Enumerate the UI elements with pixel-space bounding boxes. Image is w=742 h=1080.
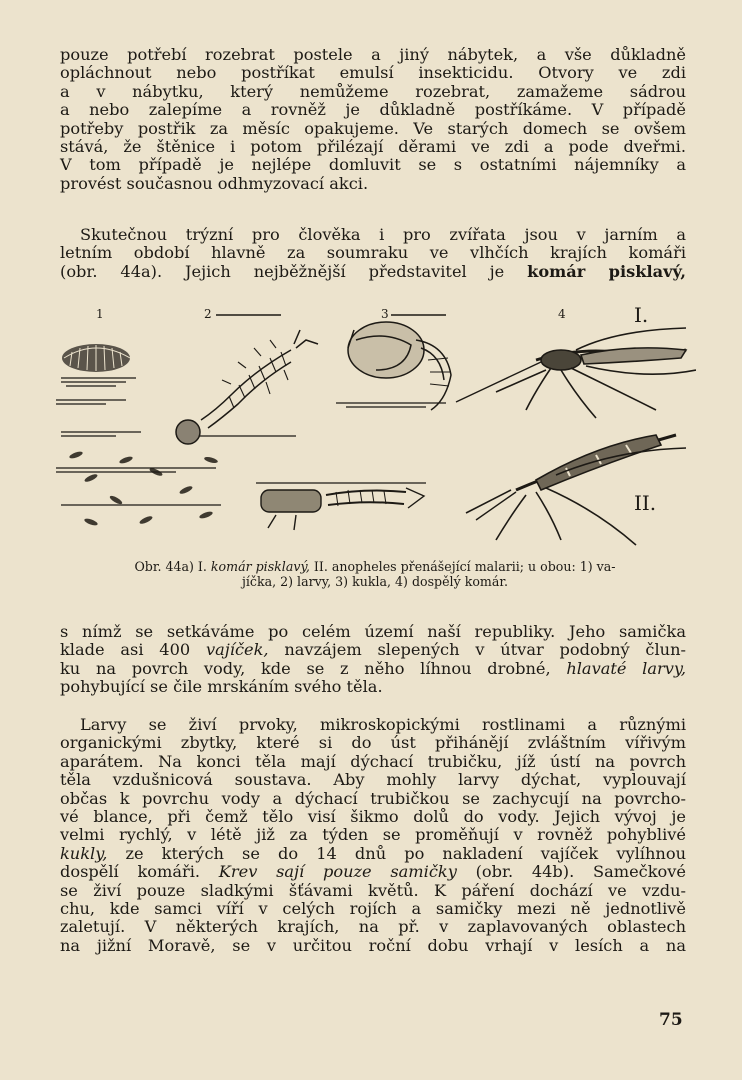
adult-culex-illustration: [456, 328, 696, 418]
label-roman-1: I.: [634, 303, 649, 327]
label-roman-2: II.: [634, 491, 657, 515]
text-line: těla vzdušnicová soustava. Aby mohly larvy dýchat, vyplouvají: [60, 770, 686, 790]
species-name-bold: komár pisklavý,: [527, 261, 686, 281]
adult-anopheles-illustration: [466, 435, 686, 545]
figure-caption: [60, 559, 690, 589]
text-line: a v nábytku, který nemůžeme rozebrat, zamažeme sádrou: [60, 81, 686, 101]
text-line: pohybující se čile mrskáním svého těla.: [60, 677, 383, 697]
label-1: 1: [96, 307, 104, 321]
text-line: s nímž se setkáváme po celém území naší republiky. Jeho samička: [60, 622, 686, 641]
paragraph-larvae-biology: [60, 716, 686, 955]
text-run: ku na povrch vody, kde se z něho líhnou drobné,: [60, 658, 567, 678]
text-line: stává, že štěnice i potom přilézají děrami ve zdi a pode dveřmi.: [60, 137, 686, 157]
text-line: velmi rychlý, v létě již za týden se proměňují v rovněž pohyblivé: [60, 825, 686, 845]
italic-term: hlavaté larvy,: [566, 658, 687, 678]
label-4: 4: [558, 307, 566, 321]
text-run: klade asi 400: [60, 640, 206, 660]
label-3: 3: [381, 307, 389, 321]
mosquito-lifecycle-figure: [56, 300, 696, 550]
text-line: [60, 641, 686, 659]
text-line: se živí pouze sladkými šťávami květů. K páření dochází ve vzdu-: [60, 880, 686, 900]
text-run: ze kterých se do 14 dnů po nakladení vajíček vylíhnou: [107, 843, 686, 863]
text-line: [60, 660, 686, 678]
anopheles-eggs-illustration: [69, 450, 219, 526]
text-line: zaletují. V některých krajích, na př. v zaplavovaných oblastech: [60, 917, 686, 937]
paragraph-mosquito-intro: [60, 226, 686, 281]
text-run: (obr. 44b). Samečkové: [456, 862, 686, 882]
text-line: a nebo zalepíme a rovněž je důkladně postříkáme. V případě: [60, 100, 686, 120]
caption-line: [60, 559, 690, 574]
italic-term: kukly,: [60, 843, 108, 863]
text-line: vé blance, při čemž tělo visí šikmo dolů do vody. Jejich vývoj je: [60, 807, 686, 827]
text-line: na jižní Moravě, se v určitou roční dobu vrhají v lesích a na: [60, 935, 686, 955]
caption-line: jíčka, 2) larvy, 3) kukla, 4) dospělý komár.: [241, 574, 509, 589]
caption-species-italic: komár pisklavý,: [210, 559, 310, 574]
italic-term: Krev sají pouze samičky: [218, 862, 457, 882]
italic-term: vajíček,: [205, 640, 269, 660]
text-line: [60, 263, 686, 281]
water-surface-lines: [56, 400, 446, 436]
caption-rest: II. anopheles přenášející malarii; u obou: 1) va-: [309, 559, 616, 574]
larva-illustration: [176, 330, 318, 444]
label-2: 2: [204, 307, 212, 321]
text-line: potřeby postřik za měsíc opakujeme. Ve starých domech se ovšem: [60, 118, 686, 138]
text-line: letním období hlavně za soumraku ve vlhčích krajích komáři: [60, 243, 686, 263]
text-run: dospělí komáři.: [60, 862, 219, 882]
text-line: Larvy se živí prvoky, mikroskopickými rostlinami a různými: [80, 715, 686, 734]
text-line: pouze potřebí rozebrat postele a jiný nábytek, a vše důkladně: [60, 45, 686, 64]
text-line: [60, 845, 686, 863]
text-line: chu, kde samci víří v celých rojích a samičky mezi ně jednotlivě: [60, 899, 686, 919]
text-run: navzájem slepených v útvar podobný člun-: [268, 640, 686, 660]
text-line: aparátem. Na konci těla mají dýchací trubičku, jíž ústí na povrch: [60, 751, 686, 771]
text-line: organickými zbytky, které si do úst přihánějí zvláštním vířivým: [60, 733, 686, 753]
pupa-illustration: [348, 322, 451, 410]
paragraph-culex-description: [60, 623, 686, 697]
text-line: opláchnout nebo postříkat emulsí insekticidu. Otvory ve zdi: [60, 63, 686, 83]
caption-prefix: Obr. 44a) I.: [134, 559, 211, 574]
text-line: V tom případě je nejlépe domluvit se s ostatními nájemníky a: [60, 155, 686, 175]
egg-raft-illustration: [61, 344, 136, 386]
anopheles-larva-pupa-illustration: [261, 488, 424, 530]
text-run: (obr. 44a). Jejich nejběžnější představitel je: [60, 261, 528, 281]
text-line: provést současnou odhmyzovací akci.: [60, 173, 369, 193]
text-line: [60, 863, 686, 881]
text-line: občas k povrchu vody a dýchací trubičkou se zachycují na povrcho-: [60, 788, 686, 808]
paragraph-bedbug-instructions: [60, 46, 686, 193]
page-number: 75: [659, 1010, 683, 1030]
text-line: Skutečnou trýzní pro člověka i pro zvířata jsou v jarním a: [80, 225, 686, 244]
